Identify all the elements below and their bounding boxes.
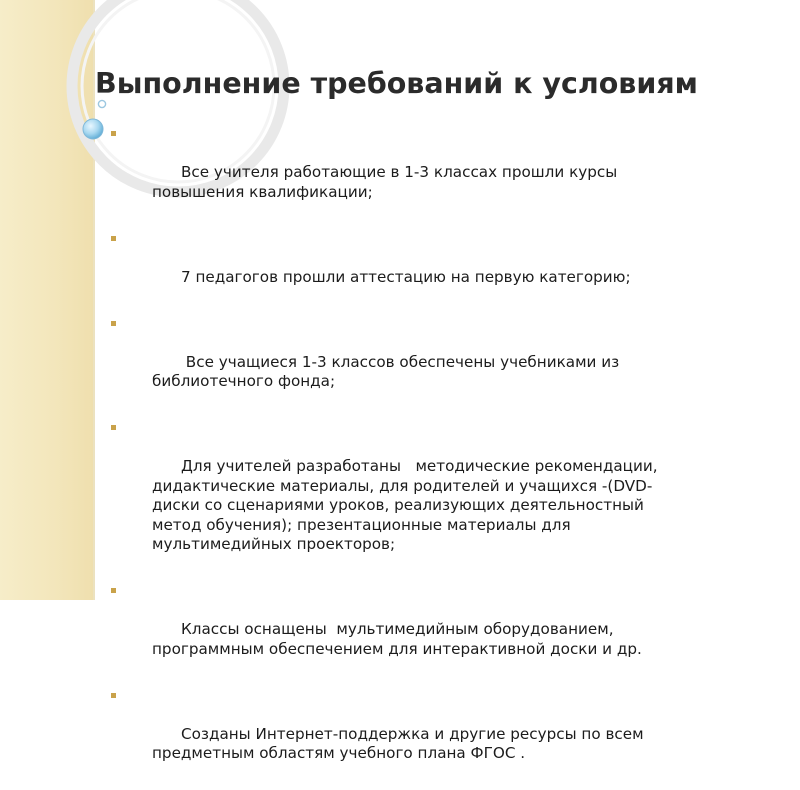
bullet-marker-icon xyxy=(111,321,116,326)
bullet-item-1 xyxy=(106,124,766,222)
bullet-text: Для учителей разработаны методические рекомендации, дидактические материалы, для родителей и учащихся -(DVD- диски со сценариями уроков, реализующих деятельностный метод обучения); презентационные материалы для мультимедийных проекторов; xyxy=(152,457,658,553)
bullet-text: Классы оснащены мультимедийным оборудованием, программным обеспечением для интерактивной доски и др. xyxy=(152,620,642,658)
bullet-text: Созданы Интернет-поддержка и другие ресурсы по всем предметным областям учебного плана ФГОС . xyxy=(152,724,644,762)
bullet-item-2 xyxy=(106,229,766,307)
bullet-marker-icon xyxy=(111,693,116,698)
bullet-marker-icon xyxy=(111,425,116,430)
bullet-item-4 xyxy=(106,418,766,574)
bullet-item-3 xyxy=(106,314,766,412)
bullet-item-6 xyxy=(106,686,766,784)
bullet-text: Все учащиеся 1-3 классов обеспечены учебниками из библиотечного фонда; xyxy=(152,352,620,390)
bullet-marker-icon xyxy=(111,588,116,593)
blue-bubble-icon xyxy=(83,119,103,139)
bullet-item-5 xyxy=(106,581,766,679)
bullet-text: 7 педагогов прошли аттестацию на первую категорию; xyxy=(180,267,631,286)
bullet-text: Все учителя работающие в 1-3 классах прошли курсы повышения квалификации; xyxy=(152,163,618,201)
bullet-marker-icon xyxy=(111,236,116,241)
slide-title: Выполнение требований к условиям xyxy=(95,67,698,100)
bullet-list xyxy=(106,124,766,790)
bullet-marker-icon xyxy=(111,131,116,136)
